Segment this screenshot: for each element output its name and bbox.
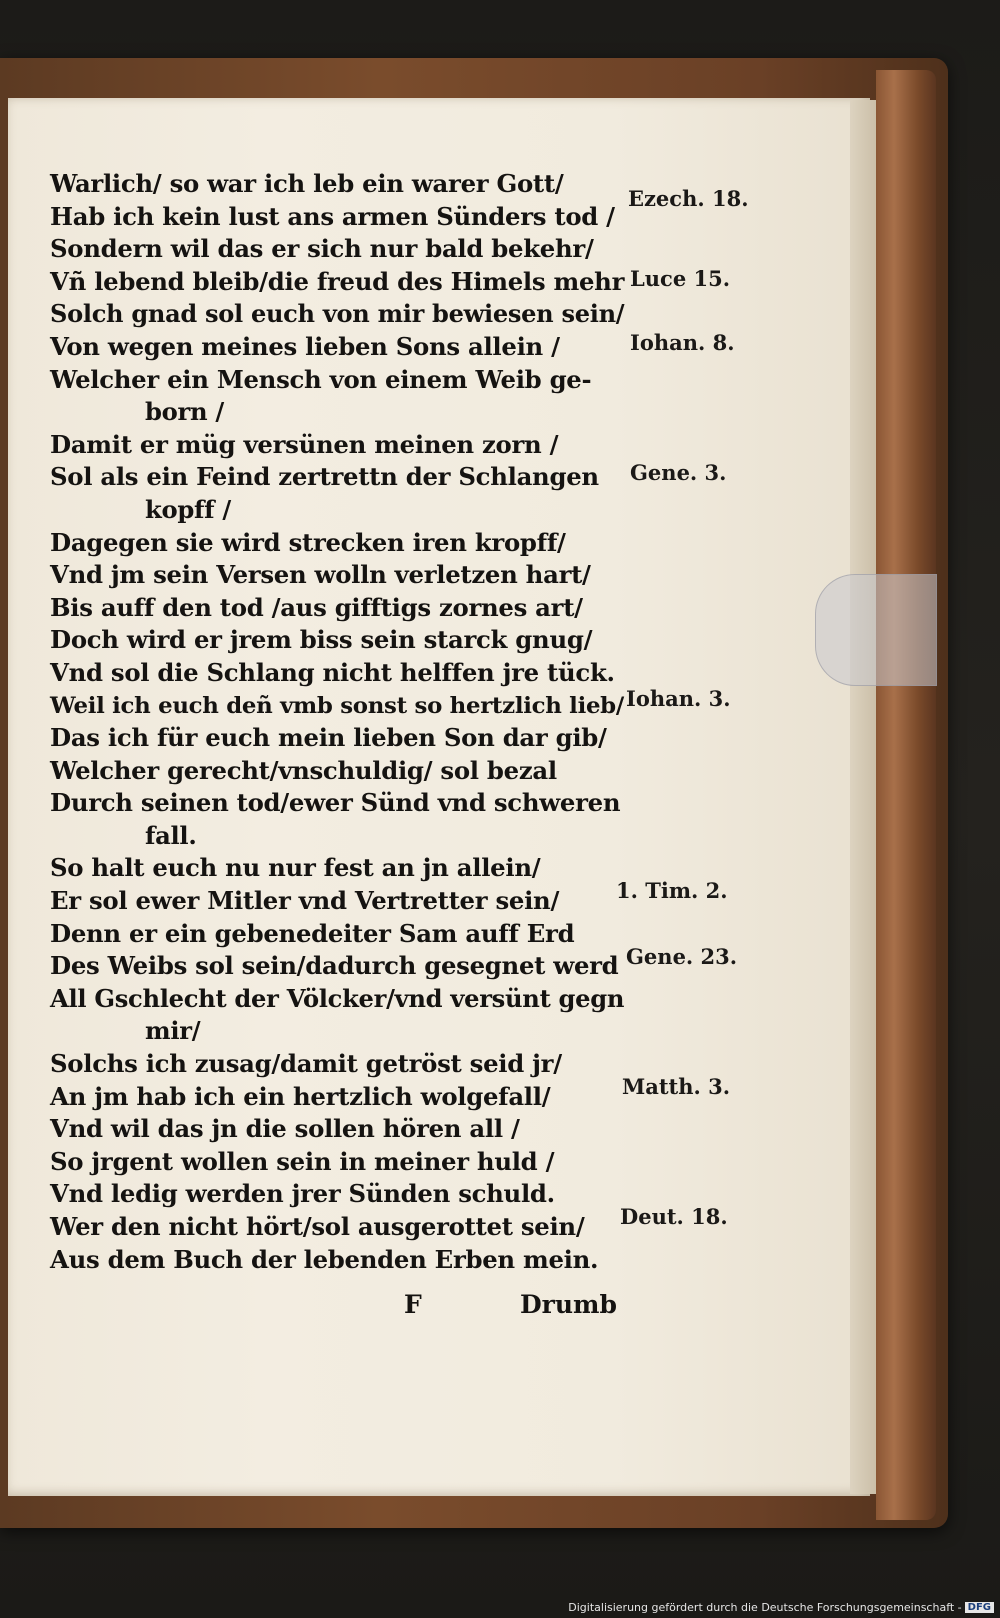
verse-line: Doch wird er jrem biss sein starck gnug/ — [50, 625, 593, 655]
credit-text: Digitalisierung gefördert durch die Deutsche Forschungsgemeinschaft - — [568, 1601, 962, 1614]
catchword: Drumb — [520, 1290, 617, 1319]
marginal-reference: Deut. 18. — [620, 1204, 728, 1229]
verse-line: fall. — [145, 820, 197, 850]
verse-line: Vñ lebend bleib/die freud des Himels mehr — [50, 266, 625, 296]
bookmark-clip-icon — [815, 574, 937, 686]
verse-line: Durch seinen tod/ewer Sünd vnd schweren — [50, 788, 621, 818]
verse-line: Vnd ledig werden jrer Sünden schuld. — [50, 1179, 555, 1209]
verse-line: Bis auff den tod /aus gifftigs zornes art/ — [50, 592, 583, 622]
marginal-reference: Gene. 3. — [630, 460, 727, 485]
book-fore-edge — [876, 70, 936, 1520]
marginal-reference: Gene. 23. — [626, 944, 738, 969]
verse-line: Damit er müg versünen meinen zorn / — [50, 429, 559, 459]
verse-line: So jrgent wollen sein in meiner huld / — [50, 1146, 555, 1176]
marginal-reference: Luce 15. — [630, 266, 731, 291]
marginal-reference: 1. Tim. 2. — [616, 878, 728, 903]
dfg-logo-icon: DFG — [965, 1602, 994, 1613]
verse-line: kopff / — [145, 494, 231, 524]
verse-line: So halt euch nu nur fest an jn allein/ — [50, 853, 541, 883]
verse-line: Vnd sol die Schlang nicht helffen jre tück. — [50, 657, 615, 687]
marginal-reference: Iohan. 3. — [626, 686, 731, 711]
marginal-reference: Matth. 3. — [622, 1074, 731, 1099]
verse-line: Sondern wil das er sich nur bald bekehr/ — [50, 234, 594, 264]
verse-line: Welcher ein Mensch von einem Weib ge- — [50, 364, 592, 394]
verse-text-block — [50, 168, 640, 1276]
signature-mark: F — [404, 1290, 422, 1319]
verse-line: Warlich/ so war ich leb ein warer Gott/ — [50, 169, 564, 198]
verse-line: Solch gnad sol euch von mir bewiesen sein/ — [50, 299, 625, 329]
verse-line: Hab ich kein lust ans armen Sünders tod / — [50, 201, 615, 231]
page-footer — [50, 1290, 650, 1324]
verse-line: Welcher gerecht/vnschuldig/ sol bezal — [50, 755, 557, 785]
verse-line: Solchs ich zusag/damit getröst seid jr/ — [50, 1049, 562, 1079]
verse-line: Vnd jm sein Versen wolln verletzen hart/ — [50, 560, 591, 590]
verse-line: Das ich für euch mein lieben Son dar gib/ — [50, 723, 607, 753]
verse-line: All Gschlecht der Völcker/vnd versünt gegn — [50, 983, 625, 1013]
verse-line: Des Weibs sol sein/dadurch gesegnet werd — [50, 951, 619, 981]
verse-line: Sol als ein Feind zertrettn der Schlangen — [50, 462, 599, 492]
verse-line: born / — [145, 397, 224, 427]
verse-line: Denn er ein gebenedeiter Sam auff Erd — [50, 918, 575, 948]
verse-line: Von wegen meines lieben Sons allein / — [50, 331, 560, 361]
verse-line: mir/ — [145, 1016, 201, 1046]
verse-line: Vnd wil das jn die sollen hören all / — [50, 1114, 520, 1144]
verse-line: Dagegen sie wird strecken iren kropff/ — [50, 527, 566, 557]
marginal-reference: Ezech. 18. — [628, 186, 749, 211]
verse-line: Wer den nicht hört/sol ausgerottet sein/ — [50, 1212, 585, 1241]
marginal-reference: Iohan. 8. — [630, 330, 735, 355]
page-gutter-shadow — [850, 100, 876, 1494]
verse-line: Aus dem Buch der lebenden Erben mein. — [50, 1244, 599, 1274]
digitization-credit — [568, 1601, 994, 1614]
verse-line: Er sol ewer Mitler vnd Vertretter sein/ — [50, 886, 560, 916]
verse-line: An jm hab ich ein hertzlich wolgefall/ — [50, 1081, 551, 1111]
verse-line: Weil ich euch deñ vmb sonst so hertzlich lieb/ — [50, 692, 624, 719]
